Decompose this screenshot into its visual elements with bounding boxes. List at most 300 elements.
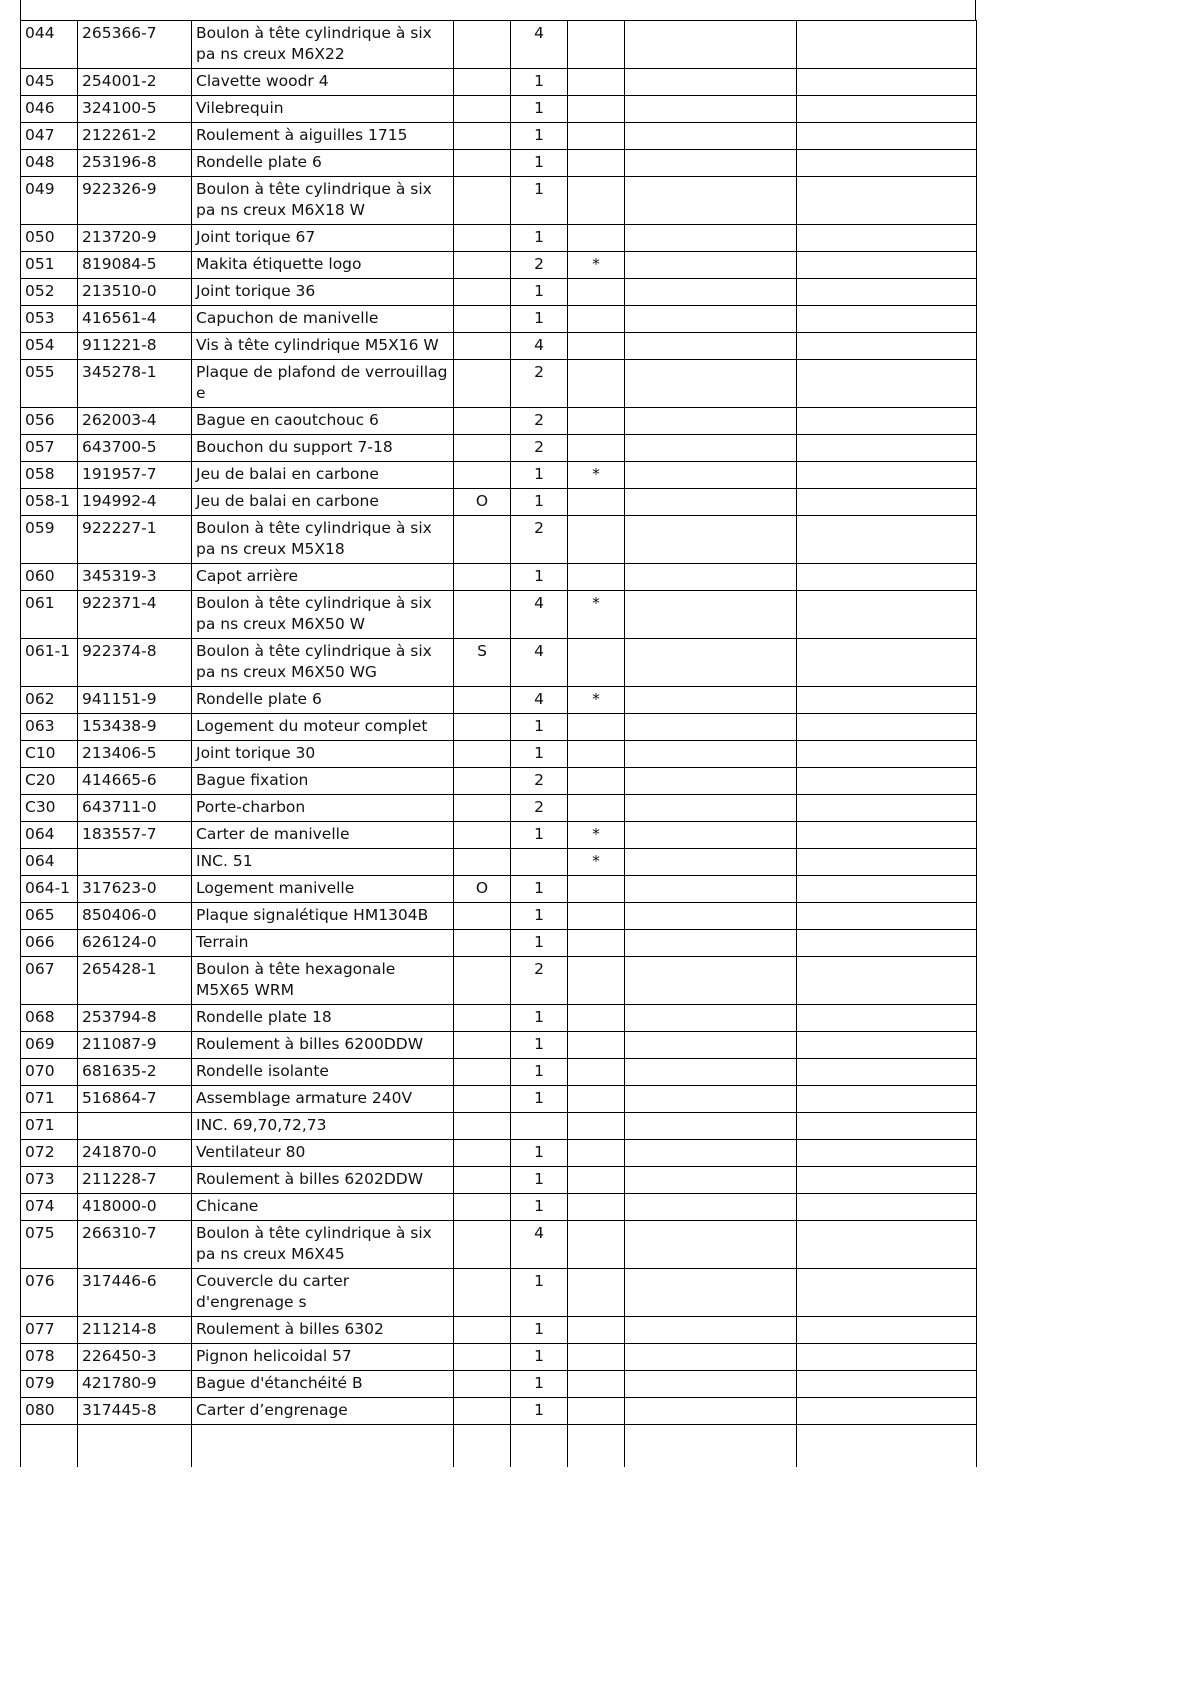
note-cell [454,591,511,639]
quantity-cell: 2 [511,435,568,462]
part-number-cell: 213720-9 [78,225,192,252]
quantity-cell: 1 [511,306,568,333]
note-cell [454,462,511,489]
mark-cell [568,1059,625,1086]
note-cell [454,822,511,849]
note-cell [454,408,511,435]
empty-cell [625,687,797,714]
table-row [21,177,977,225]
table-row [21,252,977,279]
description-cell: Roulement à billes 6200DDW [192,1032,454,1059]
description-cell: Rondelle plate 6 [192,150,454,177]
item-number-cell: 064 [21,822,78,849]
part-number-cell: 414665-6 [78,768,192,795]
note-cell [454,516,511,564]
table-row [21,930,977,957]
empty-cell [625,1221,797,1269]
quantity-cell: 2 [511,252,568,279]
part-number-cell: 191957-7 [78,462,192,489]
quantity-cell: 1 [511,177,568,225]
quantity-cell: 2 [511,360,568,408]
part-number-cell: 317623-0 [78,876,192,903]
description-cell: Logement manivelle [192,876,454,903]
description-cell: Capuchon de manivelle [192,306,454,333]
part-number-cell: 213510-0 [78,279,192,306]
description-cell: Roulement à billes 6302 [192,1317,454,1344]
empty-cell [625,462,797,489]
note-cell [454,930,511,957]
quantity-cell: 1 [511,1086,568,1113]
table-row [21,768,977,795]
empty-cell [625,516,797,564]
empty-cell [625,591,797,639]
empty-cell [797,1032,977,1059]
table-row [21,516,977,564]
empty-cell [797,687,977,714]
empty-cell [797,822,977,849]
part-number-cell: 265366-7 [78,21,192,69]
mark-cell: * [568,687,625,714]
item-number-cell: 058-1 [21,489,78,516]
quantity-cell: 4 [511,687,568,714]
empty-cell [797,1005,977,1032]
table-row [21,687,977,714]
description-cell: Jeu de balai en carbone [192,489,454,516]
item-number-cell: 073 [21,1167,78,1194]
table-row [21,306,977,333]
item-number-cell: 059 [21,516,78,564]
mark-cell [568,1344,625,1371]
description-cell: Ventilateur 80 [192,1140,454,1167]
empty-cell [625,1005,797,1032]
quantity-cell [511,1113,568,1140]
item-number-cell: 070 [21,1059,78,1086]
mark-cell [568,1086,625,1113]
part-number-cell: 345319-3 [78,564,192,591]
table-row [21,489,977,516]
part-number-cell: 418000-0 [78,1194,192,1221]
empty-cell [797,225,977,252]
mark-cell [568,489,625,516]
empty-cell [797,333,977,360]
description-cell: Jeu de balai en carbone [192,462,454,489]
part-number-cell: 183557-7 [78,822,192,849]
empty-cell [511,1425,568,1468]
description-cell: Boulon à tête cylindrique à six pa ns creux M5X18 [192,516,454,564]
table-row [21,591,977,639]
item-number-cell: 045 [21,69,78,96]
table-row [21,1344,977,1371]
item-number-cell: 064 [21,849,78,876]
part-number-cell: 922374-8 [78,639,192,687]
quantity-cell: 2 [511,408,568,435]
table-row [21,408,977,435]
empty-cell [797,1344,977,1371]
item-number-cell: C30 [21,795,78,822]
mark-cell [568,435,625,462]
mark-cell [568,1221,625,1269]
table-row [21,225,977,252]
quantity-cell [511,849,568,876]
quantity-cell: 1 [511,1344,568,1371]
empty-cell [797,564,977,591]
part-number-cell [78,1113,192,1140]
empty-cell [797,1269,977,1317]
table-row [21,1086,977,1113]
description-cell: Rondelle plate 18 [192,1005,454,1032]
empty-cell [797,849,977,876]
part-number-cell: 626124-0 [78,930,192,957]
table-row [21,1269,977,1317]
note-cell [454,123,511,150]
note-cell [454,1032,511,1059]
mark-cell [568,150,625,177]
item-number-cell: 069 [21,1032,78,1059]
note-cell [454,435,511,462]
item-number-cell: 048 [21,150,78,177]
empty-cell [797,1194,977,1221]
note-cell [454,69,511,96]
empty-cell [625,177,797,225]
note-cell: S [454,639,511,687]
item-number-cell: 058 [21,462,78,489]
part-number-cell: 421780-9 [78,1371,192,1398]
empty-cell [625,768,797,795]
note-cell [454,1317,511,1344]
description-cell: Joint torique 67 [192,225,454,252]
quantity-cell: 1 [511,123,568,150]
description-cell: Roulement à aiguilles 1715 [192,123,454,150]
note-cell [454,687,511,714]
quantity-cell: 1 [511,462,568,489]
empty-cell [625,1425,797,1468]
table-row [21,1398,977,1425]
empty-cell [625,1371,797,1398]
table-row [21,279,977,306]
quantity-cell: 1 [511,714,568,741]
note-cell [454,1221,511,1269]
table-row [21,957,977,1005]
mark-cell [568,225,625,252]
quantity-cell: 1 [511,741,568,768]
empty-cell [625,795,797,822]
item-number-cell: 079 [21,1371,78,1398]
description-cell: Vilebrequin [192,96,454,123]
empty-cell [625,1194,797,1221]
item-number-cell: 061-1 [21,639,78,687]
empty-cell [797,21,977,69]
quantity-cell: 4 [511,591,568,639]
part-number-cell: 643700-5 [78,435,192,462]
item-number-cell: 044 [21,21,78,69]
table-row [21,21,977,69]
empty-cell [797,795,977,822]
table-row [21,1032,977,1059]
note-cell [454,849,511,876]
mark-cell: * [568,591,625,639]
empty-cell [797,150,977,177]
empty-cell [625,957,797,1005]
quantity-cell: 4 [511,639,568,687]
description-cell: Bouchon du support 7-18 [192,435,454,462]
empty-cell [797,768,977,795]
part-number-cell: 253794-8 [78,1005,192,1032]
table-row [21,903,977,930]
mark-cell [568,795,625,822]
table-row [21,639,977,687]
mark-cell [568,1194,625,1221]
item-number-cell: 080 [21,1398,78,1425]
mark-cell [568,1113,625,1140]
note-cell [454,564,511,591]
quantity-cell: 2 [511,516,568,564]
empty-cell [625,360,797,408]
table-row [21,69,977,96]
quantity-cell: 1 [511,1194,568,1221]
table-row [21,1005,977,1032]
part-number-cell: 941151-9 [78,687,192,714]
part-number-cell: 850406-0 [78,903,192,930]
description-cell: Carter d’engrenage [192,1398,454,1425]
empty-cell [797,96,977,123]
quantity-cell: 1 [511,876,568,903]
mark-cell [568,564,625,591]
note-cell [454,768,511,795]
empty-cell [625,306,797,333]
note-cell [454,177,511,225]
part-number-cell: 317445-8 [78,1398,192,1425]
mark-cell [568,714,625,741]
quantity-cell: 1 [511,1059,568,1086]
table-row [21,1113,977,1140]
item-number-cell: 077 [21,1317,78,1344]
description-cell: Rondelle plate 6 [192,687,454,714]
note-cell [454,333,511,360]
part-number-cell: 194992-4 [78,489,192,516]
part-number-cell: 317446-6 [78,1269,192,1317]
parts-table-body [21,21,977,1468]
part-number-cell: 266310-7 [78,1221,192,1269]
item-number-cell: 072 [21,1140,78,1167]
empty-cell [797,714,977,741]
mark-cell: * [568,822,625,849]
description-cell: INC. 69,70,72,73 [192,1113,454,1140]
empty-cell [797,462,977,489]
empty-cell [625,333,797,360]
empty-cell [21,1425,78,1468]
empty-cell [797,1113,977,1140]
empty-cell [625,1269,797,1317]
item-number-cell: 064-1 [21,876,78,903]
note-cell [454,957,511,1005]
quantity-cell: 2 [511,957,568,1005]
empty-cell [797,1425,977,1468]
empty-cell [625,564,797,591]
note-cell [454,741,511,768]
table-row [21,795,977,822]
note-cell [454,279,511,306]
note-cell [454,21,511,69]
description-cell: Plaque de plafond de verrouillag e [192,360,454,408]
mark-cell [568,741,625,768]
empty-cell [625,225,797,252]
empty-cell [625,741,797,768]
table-row [21,714,977,741]
table-row [21,150,977,177]
mark-cell [568,876,625,903]
quantity-cell: 1 [511,1398,568,1425]
empty-cell [797,279,977,306]
note-cell [454,714,511,741]
empty-cell [625,1032,797,1059]
table-row [21,564,977,591]
item-number-cell: 065 [21,903,78,930]
part-number-cell: 819084-5 [78,252,192,279]
description-cell: Capot arrière [192,564,454,591]
empty-cell [625,21,797,69]
quantity-cell: 1 [511,225,568,252]
empty-cell [625,1086,797,1113]
empty-cell [797,903,977,930]
table-row [21,1059,977,1086]
item-number-cell: 066 [21,930,78,957]
empty-cell [625,1344,797,1371]
empty-cell [625,69,797,96]
empty-cell [625,123,797,150]
empty-cell [797,177,977,225]
empty-cell [192,1425,454,1468]
empty-cell [797,69,977,96]
empty-cell [625,408,797,435]
empty-cell [797,516,977,564]
description-cell: Boulon à tête cylindrique à six pa ns creux M6X22 [192,21,454,69]
table-row [21,1167,977,1194]
table-row [21,822,977,849]
part-number-cell: 911221-8 [78,333,192,360]
empty-cell [797,930,977,957]
mark-cell [568,360,625,408]
description-cell: Pignon helicoidal 57 [192,1344,454,1371]
item-number-cell: 061 [21,591,78,639]
description-cell: Bague fixation [192,768,454,795]
note-cell [454,1086,511,1113]
mark-cell [568,1032,625,1059]
empty-cell [625,822,797,849]
empty-cell [625,639,797,687]
item-number-cell: C10 [21,741,78,768]
table-row [21,1140,977,1167]
mark-cell [568,408,625,435]
note-cell [454,360,511,408]
quantity-cell: 1 [511,822,568,849]
empty-cell [568,1425,625,1468]
mark-cell [568,21,625,69]
part-number-cell: 922227-1 [78,516,192,564]
description-cell: Couvercle du carter d'engrenage s [192,1269,454,1317]
empty-cell [625,252,797,279]
note-cell [454,306,511,333]
mark-cell [568,1005,625,1032]
description-cell: Assemblage armature 240V [192,1086,454,1113]
item-number-cell: C20 [21,768,78,795]
item-number-cell: 054 [21,333,78,360]
quantity-cell: 2 [511,768,568,795]
empty-cell [625,1113,797,1140]
item-number-cell: 068 [21,1005,78,1032]
empty-cell [797,1140,977,1167]
quantity-cell: 1 [511,279,568,306]
item-number-cell: 053 [21,306,78,333]
mark-cell: * [568,462,625,489]
item-number-cell: 047 [21,123,78,150]
mark-cell [568,516,625,564]
empty-cell [625,849,797,876]
quantity-cell: 1 [511,1269,568,1317]
note-cell [454,1140,511,1167]
empty-cell [797,876,977,903]
part-number-cell: 345278-1 [78,360,192,408]
note-cell [454,903,511,930]
quantity-cell: 1 [511,1005,568,1032]
empty-cell [625,1167,797,1194]
empty-cell [797,1086,977,1113]
table-row [21,876,977,903]
note-cell [454,1059,511,1086]
description-cell: Makita étiquette logo [192,252,454,279]
quantity-cell: 1 [511,69,568,96]
empty-cell [625,96,797,123]
note-cell [454,1344,511,1371]
item-number-cell: 050 [21,225,78,252]
empty-cell [797,591,977,639]
quantity-cell: 2 [511,795,568,822]
empty-cell [625,435,797,462]
mark-cell [568,123,625,150]
description-cell: Vis à tête cylindrique M5X16 W [192,333,454,360]
part-number-cell: 324100-5 [78,96,192,123]
note-cell [454,252,511,279]
description-cell: Joint torique 36 [192,279,454,306]
mark-cell [568,279,625,306]
item-number-cell: 052 [21,279,78,306]
description-cell: Bague d'étanchéité B [192,1371,454,1398]
description-cell: Boulon à tête cylindrique à six pa ns creux M6X18 W [192,177,454,225]
quantity-cell: 1 [511,150,568,177]
part-number-cell: 416561-4 [78,306,192,333]
mark-cell [568,1269,625,1317]
part-number-cell: 253196-8 [78,150,192,177]
part-number-cell: 681635-2 [78,1059,192,1086]
item-number-cell: 067 [21,957,78,1005]
description-cell: Roulement à billes 6202DDW [192,1167,454,1194]
mark-cell [568,177,625,225]
part-number-cell [78,849,192,876]
note-cell [454,795,511,822]
item-number-cell: 071 [21,1113,78,1140]
item-number-cell: 062 [21,687,78,714]
empty-cell [625,876,797,903]
note-cell [454,1194,511,1221]
mark-cell [568,1398,625,1425]
mark-cell: * [568,849,625,876]
empty-cell [797,957,977,1005]
note-cell [454,1371,511,1398]
description-cell: INC. 51 [192,849,454,876]
description-cell: Bague en caoutchouc 6 [192,408,454,435]
empty-cell [797,1167,977,1194]
note-cell [454,1398,511,1425]
note-cell [454,1269,511,1317]
